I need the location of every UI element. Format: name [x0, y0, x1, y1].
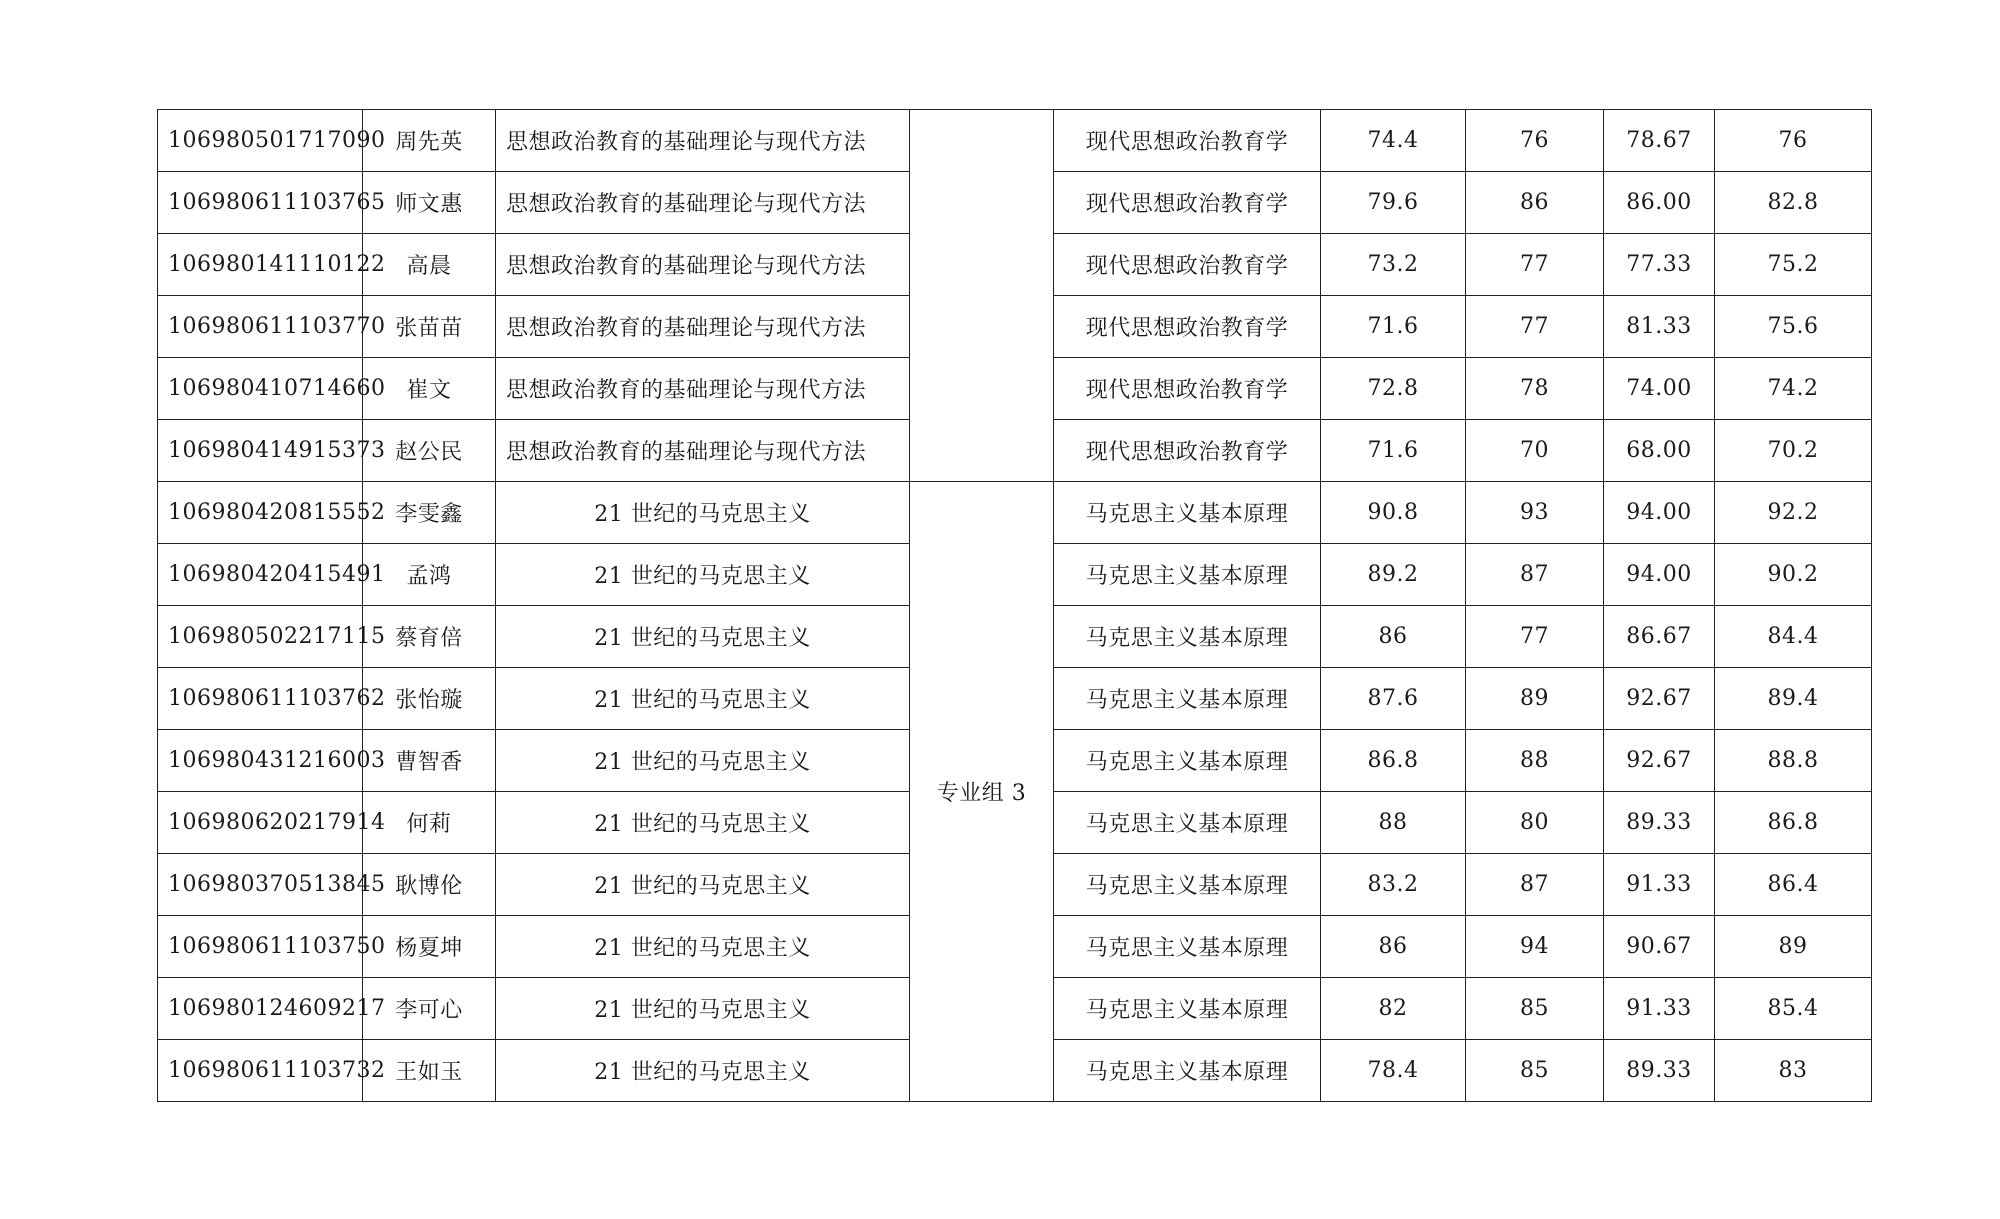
major-cell: 现代思想政治教育学 — [1054, 420, 1321, 482]
total-score-cell: 70.2 — [1715, 420, 1872, 482]
candidate-name-cell: 杨夏坤 — [363, 916, 496, 978]
candidate-name-cell: 高晨 — [363, 234, 496, 296]
score-3-cell: 77.33 — [1604, 234, 1715, 296]
score-1-cell: 86 — [1321, 606, 1466, 668]
course-cell: 21 世纪的马克思主义 — [496, 978, 910, 1040]
candidate-name-cell: 李可心 — [363, 978, 496, 1040]
major-group-cell: 专业组 3 — [910, 482, 1054, 1102]
course-cell: 思想政治教育的基础理论与现代方法 — [496, 358, 910, 420]
candidate-name-cell: 蔡育倍 — [363, 606, 496, 668]
score-2-cell: 77 — [1466, 606, 1604, 668]
major-cell: 马克思主义基本原理 — [1054, 668, 1321, 730]
score-3-cell: 91.33 — [1604, 854, 1715, 916]
score-2-cell: 77 — [1466, 296, 1604, 358]
course-cell: 21 世纪的马克思主义 — [496, 792, 910, 854]
major-cell: 马克思主义基本原理 — [1054, 978, 1321, 1040]
candidate-name-cell: 赵公民 — [363, 420, 496, 482]
score-2-cell: 87 — [1466, 854, 1604, 916]
major-cell: 马克思主义基本原理 — [1054, 482, 1321, 544]
candidate-id-cell: 106980414915373 — [158, 420, 363, 482]
score-2-cell: 94 — [1466, 916, 1604, 978]
score-3-cell: 81.33 — [1604, 296, 1715, 358]
score-1-cell: 82 — [1321, 978, 1466, 1040]
course-cell: 21 世纪的马克思主义 — [496, 916, 910, 978]
score-1-cell: 90.8 — [1321, 482, 1466, 544]
score-3-cell: 68.00 — [1604, 420, 1715, 482]
course-cell: 21 世纪的马克思主义 — [496, 482, 910, 544]
major-cell: 现代思想政治教育学 — [1054, 234, 1321, 296]
total-score-cell: 83 — [1715, 1040, 1872, 1102]
total-score-cell: 89 — [1715, 916, 1872, 978]
candidate-name-cell: 张苗苗 — [363, 296, 496, 358]
course-cell: 21 世纪的马克思主义 — [496, 544, 910, 606]
score-2-cell: 76 — [1466, 110, 1604, 172]
candidate-id-cell: 106980611103765 — [158, 172, 363, 234]
score-1-cell: 78.4 — [1321, 1040, 1466, 1102]
score-2-cell: 93 — [1466, 482, 1604, 544]
score-table — [157, 109, 1872, 1102]
candidate-name-cell: 崔文 — [363, 358, 496, 420]
major-group-cell — [910, 110, 1054, 482]
candidate-id-cell: 106980501717090 — [158, 110, 363, 172]
total-score-cell: 89.4 — [1715, 668, 1872, 730]
total-score-cell: 92.2 — [1715, 482, 1872, 544]
score-2-cell: 85 — [1466, 978, 1604, 1040]
table-row — [158, 110, 1872, 172]
course-cell: 21 世纪的马克思主义 — [496, 854, 910, 916]
candidate-id-cell: 106980620217914 — [158, 792, 363, 854]
candidate-name-cell: 师文惠 — [363, 172, 496, 234]
candidate-id-cell: 106980611103732 — [158, 1040, 363, 1102]
major-cell: 现代思想政治教育学 — [1054, 358, 1321, 420]
score-1-cell: 74.4 — [1321, 110, 1466, 172]
score-3-cell: 89.33 — [1604, 792, 1715, 854]
candidate-name-cell: 张怡璇 — [363, 668, 496, 730]
candidate-name-cell: 曹智香 — [363, 730, 496, 792]
score-2-cell: 77 — [1466, 234, 1604, 296]
total-score-cell: 85.4 — [1715, 978, 1872, 1040]
candidate-id-cell: 106980431216003 — [158, 730, 363, 792]
candidate-id-cell: 106980502217115 — [158, 606, 363, 668]
candidate-id-cell: 106980410714660 — [158, 358, 363, 420]
major-cell: 马克思主义基本原理 — [1054, 792, 1321, 854]
score-1-cell: 86.8 — [1321, 730, 1466, 792]
total-score-cell: 86.8 — [1715, 792, 1872, 854]
score-3-cell: 90.67 — [1604, 916, 1715, 978]
candidate-name-cell: 李雯鑫 — [363, 482, 496, 544]
total-score-cell: 75.2 — [1715, 234, 1872, 296]
score-1-cell: 72.8 — [1321, 358, 1466, 420]
score-1-cell: 79.6 — [1321, 172, 1466, 234]
score-3-cell: 91.33 — [1604, 978, 1715, 1040]
score-2-cell: 86 — [1466, 172, 1604, 234]
major-cell: 马克思主义基本原理 — [1054, 916, 1321, 978]
candidate-name-cell: 何莉 — [363, 792, 496, 854]
major-cell: 马克思主义基本原理 — [1054, 544, 1321, 606]
major-cell: 马克思主义基本原理 — [1054, 854, 1321, 916]
score-1-cell: 83.2 — [1321, 854, 1466, 916]
candidate-id-cell: 106980370513845 — [158, 854, 363, 916]
course-cell: 21 世纪的马克思主义 — [496, 606, 910, 668]
candidate-id-cell: 106980611103750 — [158, 916, 363, 978]
score-1-cell: 89.2 — [1321, 544, 1466, 606]
score-2-cell: 70 — [1466, 420, 1604, 482]
score-3-cell: 94.00 — [1604, 482, 1715, 544]
score-sheet — [157, 109, 1871, 1102]
score-1-cell: 88 — [1321, 792, 1466, 854]
score-3-cell: 86.00 — [1604, 172, 1715, 234]
score-2-cell: 87 — [1466, 544, 1604, 606]
score-2-cell: 85 — [1466, 1040, 1604, 1102]
major-cell: 现代思想政治教育学 — [1054, 110, 1321, 172]
candidate-id-cell: 106980141110122 — [158, 234, 363, 296]
candidate-id-cell: 106980420815552 — [158, 482, 363, 544]
total-score-cell: 76 — [1715, 110, 1872, 172]
candidate-name-cell: 孟鸿 — [363, 544, 496, 606]
total-score-cell: 82.8 — [1715, 172, 1872, 234]
score-1-cell: 87.6 — [1321, 668, 1466, 730]
score-table-body — [158, 110, 1872, 1102]
candidate-name-cell: 王如玉 — [363, 1040, 496, 1102]
candidate-name-cell: 耿博伦 — [363, 854, 496, 916]
candidate-id-cell: 106980611103762 — [158, 668, 363, 730]
score-1-cell: 73.2 — [1321, 234, 1466, 296]
score-3-cell: 92.67 — [1604, 668, 1715, 730]
score-3-cell: 94.00 — [1604, 544, 1715, 606]
course-cell: 21 世纪的马克思主义 — [496, 668, 910, 730]
total-score-cell: 84.4 — [1715, 606, 1872, 668]
candidate-id-cell: 106980611103770 — [158, 296, 363, 358]
score-3-cell: 92.67 — [1604, 730, 1715, 792]
score-2-cell: 80 — [1466, 792, 1604, 854]
course-cell: 思想政治教育的基础理论与现代方法 — [496, 110, 910, 172]
course-cell: 思想政治教育的基础理论与现代方法 — [496, 420, 910, 482]
major-cell: 马克思主义基本原理 — [1054, 1040, 1321, 1102]
total-score-cell: 88.8 — [1715, 730, 1872, 792]
score-3-cell: 86.67 — [1604, 606, 1715, 668]
total-score-cell: 86.4 — [1715, 854, 1872, 916]
candidate-id-cell: 106980420415491 — [158, 544, 363, 606]
course-cell: 21 世纪的马克思主义 — [496, 730, 910, 792]
candidate-id-cell: 106980124609217 — [158, 978, 363, 1040]
major-cell: 现代思想政治教育学 — [1054, 296, 1321, 358]
score-2-cell: 89 — [1466, 668, 1604, 730]
total-score-cell: 74.2 — [1715, 358, 1872, 420]
candidate-name-cell: 周先英 — [363, 110, 496, 172]
course-cell: 21 世纪的马克思主义 — [496, 1040, 910, 1102]
total-score-cell: 75.6 — [1715, 296, 1872, 358]
table-row — [158, 482, 1872, 544]
course-cell: 思想政治教育的基础理论与现代方法 — [496, 172, 910, 234]
score-2-cell: 88 — [1466, 730, 1604, 792]
score-3-cell: 74.00 — [1604, 358, 1715, 420]
score-3-cell: 89.33 — [1604, 1040, 1715, 1102]
major-cell: 马克思主义基本原理 — [1054, 730, 1321, 792]
score-1-cell: 71.6 — [1321, 296, 1466, 358]
score-1-cell: 86 — [1321, 916, 1466, 978]
score-3-cell: 78.67 — [1604, 110, 1715, 172]
course-cell: 思想政治教育的基础理论与现代方法 — [496, 234, 910, 296]
total-score-cell: 90.2 — [1715, 544, 1872, 606]
score-1-cell: 71.6 — [1321, 420, 1466, 482]
course-cell: 思想政治教育的基础理论与现代方法 — [496, 296, 910, 358]
major-cell: 现代思想政治教育学 — [1054, 172, 1321, 234]
score-2-cell: 78 — [1466, 358, 1604, 420]
major-cell: 马克思主义基本原理 — [1054, 606, 1321, 668]
